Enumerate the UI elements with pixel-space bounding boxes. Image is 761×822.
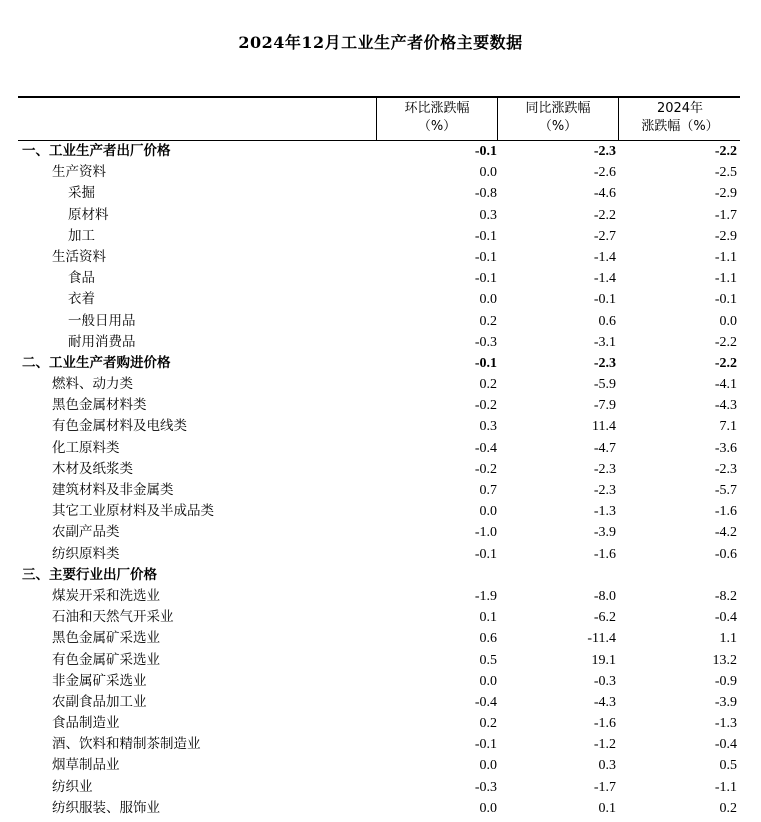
row-label: 纺织业 [52, 778, 93, 795]
value-yoy: 19.1 [591, 652, 616, 668]
value-ytd: 1.1 [719, 631, 737, 647]
column-header-yoy-text: 同比涨跌幅（%） [525, 101, 591, 134]
table-row [18, 395, 740, 416]
value-yoy: -2.6 [593, 165, 616, 181]
value-yoy: -4.6 [593, 186, 616, 202]
value-ytd: -0.9 [714, 673, 737, 689]
row-label: 生活资料 [52, 248, 106, 265]
value-ytd: -0.6 [714, 546, 737, 562]
row-label: 有色金属材料及电线类 [52, 418, 187, 435]
table-row [18, 607, 740, 628]
value-mom: -0.1 [474, 271, 497, 287]
row-label: 其它工业原材料及半成品类 [52, 503, 214, 520]
value-yoy: -1.6 [593, 546, 616, 562]
value-yoy: -5.9 [593, 377, 616, 393]
header-divider [376, 98, 377, 140]
table-row [18, 226, 740, 247]
row-label: 农副产品类 [52, 524, 120, 541]
value-ytd: -0.4 [714, 610, 737, 626]
header-divider [497, 98, 498, 140]
value-mom: 0.2 [479, 716, 497, 732]
value-yoy: -0.3 [593, 673, 616, 689]
row-label: 农副食品加工业 [52, 693, 147, 710]
table-row [18, 734, 740, 755]
value-ytd: -8.2 [714, 588, 737, 604]
value-ytd: -0.1 [714, 292, 737, 308]
value-mom: -0.1 [474, 355, 497, 371]
row-label: 化工原料类 [52, 439, 120, 456]
column-header-ytd-line2: 涨跌幅（%） [641, 119, 719, 134]
row-label: 食品 [68, 270, 95, 287]
table-row [18, 565, 740, 586]
value-ytd: -2.9 [714, 186, 737, 202]
row-label: 有色金属矿采选业 [52, 651, 160, 668]
value-yoy: -2.7 [593, 228, 616, 244]
row-label: 二、工业生产者购进价格 [22, 354, 171, 371]
value-yoy: -1.4 [593, 271, 616, 287]
column-header-mom-text: 环比涨跌幅（%） [404, 101, 470, 134]
row-label: 黑色金属材料类 [52, 397, 147, 414]
row-label: 耐用消费品 [68, 333, 136, 350]
value-yoy: -1.2 [593, 737, 616, 753]
table-row [18, 650, 740, 671]
value-ytd: -1.1 [714, 271, 737, 287]
value-ytd: -2.2 [714, 144, 737, 159]
row-label: 建筑材料及非金属类 [52, 482, 174, 498]
value-yoy: -2.3 [593, 355, 616, 371]
header-divider [618, 98, 619, 140]
table-row [18, 459, 740, 480]
value-ytd: -4.2 [714, 525, 737, 541]
value-ytd: 0.0 [719, 313, 737, 329]
table-row [18, 692, 740, 713]
column-header-yoy [499, 100, 617, 138]
table-row [18, 755, 740, 776]
value-mom: -0.3 [474, 779, 497, 795]
value-ytd: -2.3 [714, 461, 737, 477]
table-row [18, 438, 740, 459]
table-row [18, 183, 740, 204]
row-label: 加工 [68, 227, 95, 244]
value-yoy: -4.3 [593, 694, 616, 710]
value-ytd: 0.5 [719, 758, 737, 774]
row-label: 煤炭开采和洗选业 [52, 587, 160, 604]
value-yoy: -3.9 [593, 525, 616, 541]
row-label: 纺织服装、服饰业 [52, 799, 160, 816]
value-yoy: -2.3 [593, 144, 616, 159]
row-label: 食品制造业 [52, 715, 120, 732]
table-row [18, 628, 740, 649]
table-row [18, 798, 740, 819]
value-mom: 0.1 [479, 610, 497, 626]
data-table-body [18, 141, 740, 819]
column-header-ytd [620, 100, 740, 138]
table-row [18, 374, 740, 395]
value-yoy: -2.3 [593, 461, 616, 477]
value-yoy: -0.1 [593, 292, 616, 308]
row-label: 生产资料 [52, 164, 106, 181]
value-ytd: -2.5 [714, 165, 737, 181]
table-row [18, 247, 740, 268]
row-label: 黑色金属矿采选业 [52, 630, 160, 647]
table-row [18, 416, 740, 437]
value-mom: 0.5 [479, 652, 497, 668]
table-row [18, 777, 740, 798]
value-mom: -0.1 [474, 249, 497, 265]
value-mom: -0.3 [474, 334, 497, 350]
value-yoy: -3.1 [593, 334, 616, 350]
value-yoy: -1.7 [593, 779, 616, 795]
value-mom: 0.2 [479, 377, 497, 393]
row-label: 木材及纸浆类 [52, 460, 133, 477]
value-mom: 0.2 [479, 313, 497, 329]
value-ytd: -1.3 [714, 716, 737, 732]
value-mom: 0.0 [479, 758, 497, 774]
table-row [18, 141, 740, 162]
table-row [18, 162, 740, 183]
value-yoy: 0.3 [598, 758, 616, 774]
value-mom: -0.1 [474, 546, 497, 562]
value-ytd: -3.9 [714, 694, 737, 710]
value-yoy: -2.2 [593, 207, 616, 223]
value-ytd: -1.1 [714, 779, 737, 795]
table-row [18, 501, 740, 522]
column-header-ytd-line1: 2024年 [656, 101, 704, 116]
value-ytd: -4.3 [714, 398, 737, 414]
value-mom: -0.2 [474, 461, 497, 477]
value-mom: 0.3 [479, 207, 497, 223]
row-label: 非金属矿采选业 [52, 672, 147, 689]
column-header-mom [378, 100, 496, 138]
value-ytd: -2.2 [714, 355, 737, 371]
table-row [18, 544, 740, 565]
value-mom: -0.2 [474, 398, 497, 414]
value-yoy: 0.1 [598, 800, 616, 816]
value-ytd: -3.6 [714, 440, 737, 456]
row-label: 采掘 [68, 185, 95, 202]
table-row [18, 311, 740, 332]
page-title: 2024年12月工业生产者价格主要数据 [238, 33, 523, 52]
table-row [18, 586, 740, 607]
value-mom: -0.4 [474, 694, 497, 710]
value-yoy: 0.6 [598, 313, 616, 329]
value-ytd: -5.7 [714, 483, 737, 498]
value-yoy: -1.4 [593, 249, 616, 265]
value-mom: 0.3 [479, 419, 497, 435]
value-mom: 0.0 [479, 673, 497, 689]
value-ytd: 7.1 [719, 419, 737, 435]
row-label: 烟草制品业 [52, 757, 120, 774]
value-mom: -0.4 [474, 440, 497, 456]
value-mom: -0.1 [474, 737, 497, 753]
value-mom: -1.9 [474, 588, 497, 604]
value-yoy: -8.0 [593, 588, 616, 604]
value-yoy: -1.6 [593, 716, 616, 732]
row-label: 原材料 [68, 206, 109, 223]
value-mom: 0.7 [479, 483, 497, 498]
value-yoy: -4.7 [593, 440, 616, 456]
value-mom: 0.6 [479, 631, 497, 647]
table-row [18, 713, 740, 734]
table-row [18, 332, 740, 353]
value-ytd: -4.1 [714, 377, 737, 393]
table-row [18, 480, 740, 501]
value-ytd: -1.1 [714, 249, 737, 265]
value-mom: -0.8 [474, 186, 497, 202]
table-row [18, 353, 740, 374]
value-ytd: -1.7 [714, 207, 737, 223]
value-yoy: -11.4 [587, 631, 616, 647]
row-label: 一般日用品 [68, 312, 136, 329]
value-ytd: -1.6 [714, 504, 737, 520]
value-ytd: 0.2 [719, 800, 737, 816]
row-label: 一、工业生产者出厂价格 [22, 143, 171, 159]
row-label: 三、主要行业出厂价格 [22, 566, 157, 583]
table-row [18, 289, 740, 310]
value-mom: -1.0 [474, 525, 497, 541]
value-yoy: -6.2 [593, 610, 616, 626]
row-label: 纺织原料类 [52, 545, 120, 562]
value-ytd: -2.2 [714, 334, 737, 350]
value-ytd: -2.9 [714, 228, 737, 244]
row-label: 酒、饮料和精制茶制造业 [52, 736, 201, 753]
table-row [18, 268, 740, 289]
table-row [18, 522, 740, 543]
value-mom: 0.0 [479, 504, 497, 520]
value-mom: 0.0 [479, 292, 497, 308]
row-label: 衣着 [68, 291, 95, 308]
value-mom: 0.0 [479, 165, 497, 181]
table-row [18, 205, 740, 226]
value-yoy: -7.9 [593, 398, 616, 414]
row-label: 燃料、动力类 [52, 376, 133, 393]
value-ytd: -0.4 [714, 737, 737, 753]
value-mom: -0.1 [474, 144, 497, 159]
value-mom: -0.1 [474, 228, 497, 244]
table-top-rule [18, 96, 740, 98]
value-yoy: -1.3 [593, 504, 616, 520]
value-yoy: -2.3 [593, 483, 616, 498]
value-mom: 0.0 [479, 800, 497, 816]
table-row [18, 671, 740, 692]
value-ytd: 13.2 [712, 652, 737, 668]
row-label: 石油和天然气开采业 [52, 609, 174, 626]
value-yoy: 11.4 [592, 419, 616, 435]
